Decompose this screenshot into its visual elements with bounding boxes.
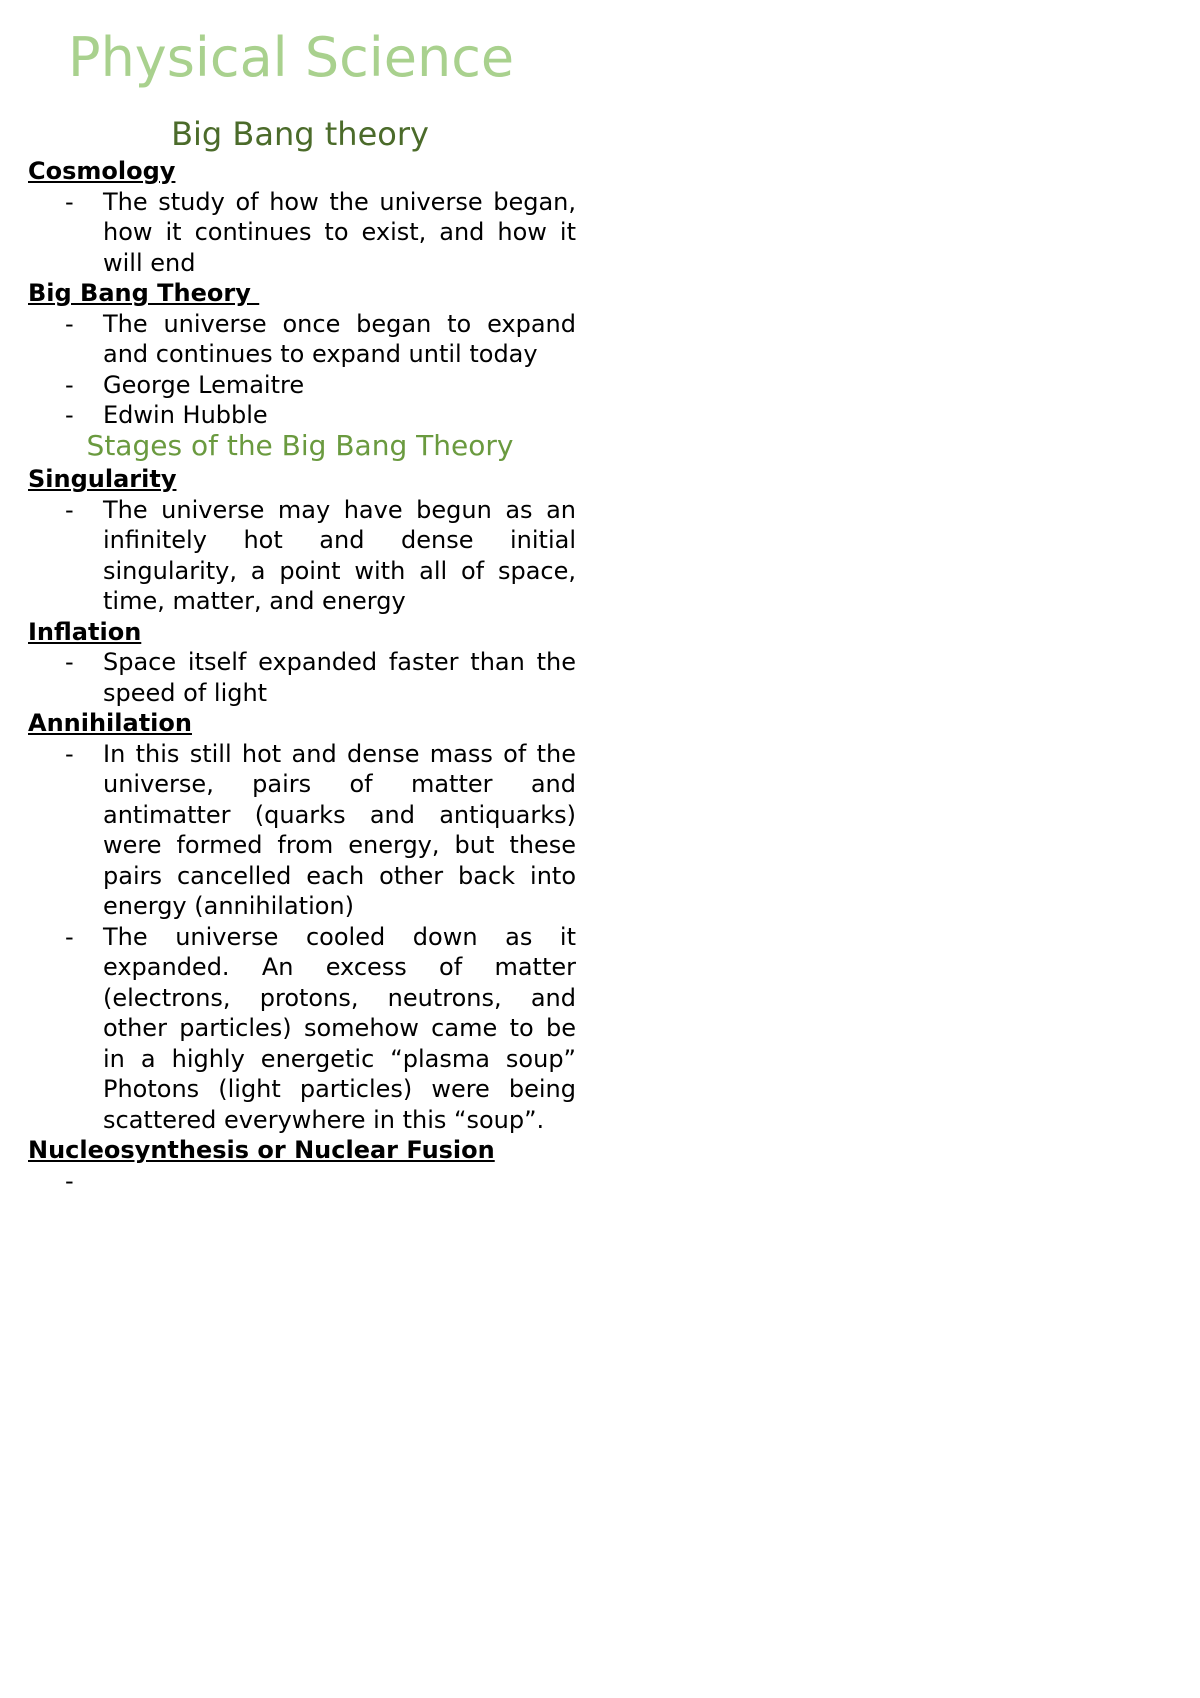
- section-heading: Annihilation: [28, 709, 192, 737]
- section-heading: Nucleosynthesis or Nuclear Fusion: [28, 1136, 495, 1164]
- list-item: [28, 1166, 576, 1197]
- list-item-text: The universe once began to expand and continues to expand until today: [103, 309, 576, 368]
- document-title: Physical Science: [68, 26, 515, 89]
- list-item-text: The universe cooled down as it expanded. An excess of matter (electrons, protons, neutrons, and other particles) somehow came to be in a highly energetic “plasma soup” Photons (light particles) were being scattered everywhere in this “soup”.: [103, 922, 576, 1134]
- list-item-text: Edwin Hubble: [103, 401, 268, 429]
- list-item: [28, 187, 576, 279]
- section-cosmology: [28, 156, 576, 278]
- list-item: [28, 647, 576, 708]
- section-inflation: [28, 617, 576, 709]
- list-item: [28, 495, 576, 617]
- dash-bullet: -: [65, 309, 74, 338]
- list-item: [28, 922, 576, 1136]
- list-item-text: The universe may have begun as an infinitely hot and dense initial singularity, a point with all of space, time, matter, and energy: [103, 495, 576, 615]
- intro-sections: [28, 156, 576, 431]
- list-item: [28, 400, 576, 431]
- dash-bullet: -: [65, 1166, 74, 1195]
- stage-sections: [28, 464, 576, 1196]
- dash-bullet: -: [65, 401, 74, 429]
- section-heading: Inflation: [28, 617, 142, 646]
- section-singularity: [28, 464, 576, 617]
- dash-bullet: -: [65, 739, 74, 768]
- list-item-text: Space itself expanded faster than the speed of light: [103, 648, 576, 707]
- dash-bullet: -: [65, 922, 74, 951]
- section-heading: Singularity: [28, 465, 177, 493]
- document-subtitle: Big Bang theory: [171, 115, 429, 153]
- dash-bullet: -: [65, 495, 74, 524]
- section-annihilation: [28, 708, 576, 1135]
- list-item-text: The study of how the universe began, how it continues to exist, and how it will end: [103, 187, 576, 277]
- list-item-text: George Lemaitre: [103, 370, 305, 399]
- dash-bullet: -: [65, 648, 74, 676]
- section-big-bang-theory: [28, 278, 576, 431]
- list-item: [28, 309, 576, 370]
- dash-bullet: -: [65, 187, 74, 216]
- list-item: [28, 739, 576, 922]
- section-heading: Big Bang Theory: [28, 279, 260, 307]
- stages-heading: Stages of the Big Bang Theory: [86, 429, 514, 462]
- list-item-text: In this still hot and dense mass of the universe, pairs of matter and antimatter (quarks and antiquarks) were formed from energy, but these pairs cancelled each other back into energy (annihilation): [103, 739, 576, 920]
- dash-bullet: -: [65, 370, 74, 399]
- list-item: [28, 370, 576, 401]
- section-heading: Cosmology: [28, 157, 176, 185]
- section-nucleosynthesis: [28, 1135, 576, 1196]
